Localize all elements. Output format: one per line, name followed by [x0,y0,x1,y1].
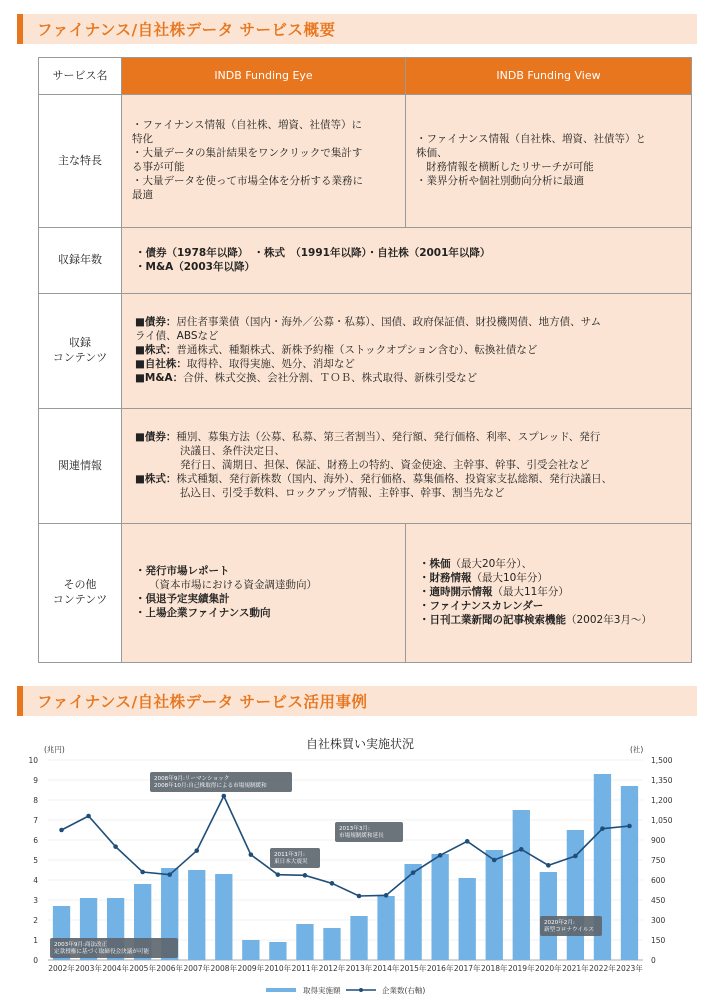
table-header-row [39,58,692,95]
line-point [59,828,64,833]
stock-text: 株式種類、発行新株数（国内、海外）、発行価格、募集価格、投資家支払総額、発行決議日、 [176,472,613,485]
line-point [357,894,362,899]
annotation-box [50,938,178,958]
row-label-line: 収録 [69,336,91,350]
list-item: ・上場企業ファイナンス動向 [135,606,271,619]
table-row-years [39,228,692,294]
table-row-contents [39,294,692,409]
item-key: ・財務情報 [419,572,472,585]
line-point [276,872,281,877]
x-tick-label: 2020年 [535,964,562,973]
other-view-cell [406,524,692,663]
list-item: （資本市場における資金調達動向） [149,579,317,592]
annotation-box [150,772,292,792]
x-tick-label: 2011年 [291,964,319,973]
legend-bar-swatch [266,988,296,992]
related-bond-cont: 決議日、条件決定日、 [180,445,285,458]
annotation-box [335,822,403,842]
x-tick-label: 2006年 [156,964,184,973]
item-val: （2002年3月～） [566,613,652,626]
x-tick-label: 2003年 [75,964,102,973]
bar [323,928,340,960]
col-header-funding-view: INDB Funding View [406,58,692,95]
row-label-related: 関連情報 [39,409,122,524]
line-point [492,858,497,863]
related-cell [122,409,692,524]
line-point [546,863,551,868]
x-tick-label: 2016年 [426,964,454,973]
line-point [86,814,91,819]
related-bond [135,431,681,445]
bar [486,850,503,960]
x-tick-label: 2019年 [507,964,535,973]
list-item: 特化 [132,133,153,146]
ma-text: 合併、株式交換、会社分割、ＴＯＢ、株式取得、新株引受など [183,371,478,384]
line-point [600,826,605,831]
y-left-unit: (兆円) [44,745,65,754]
features-eye-cell [122,95,406,228]
line-point [194,848,199,853]
annotation-text: 2020年2月: [544,920,575,926]
y-left-tick: 0 [33,956,38,965]
section-header-use-cases [17,686,697,716]
line-point [465,839,470,844]
y-right-tick: 0 [651,956,656,965]
related-stock [135,473,681,487]
item-key: ・株価 [419,558,451,571]
list-item: ・ファイナンスカレンダー [419,599,544,612]
bond-key: ■債券： [135,431,177,444]
y-right-tick: 150 [651,936,666,945]
x-tick-label: 2004年 [102,964,129,973]
treasury-key: ■自社株： [135,357,187,370]
x-tick-label: 2017年 [453,964,481,973]
x-tick-label: 2008年 [210,964,238,973]
row-label-line: コンテンツ [52,593,108,606]
line-point [519,847,524,852]
x-tick-label: 2013年 [345,964,373,973]
annotation-text: 2011年3月: [274,852,305,858]
x-tick-label: 2018年 [480,964,508,973]
y-left-tick: 7 [33,816,38,825]
y-right-tick: 1,350 [651,776,673,785]
y-left-tick: 4 [33,876,38,885]
other-eye-cell [122,524,406,663]
line-point [330,881,335,886]
bond-key: ■債券： [135,316,177,329]
y-right-tick: 1,500 [651,756,673,765]
legend-line-label: 企業数(右軸) [382,986,426,995]
list-item: ・倶退予定実績集計 [135,593,230,605]
buyback-chart [20,730,700,998]
x-tick-label: 2005年 [129,964,156,973]
item-val: （最大20年分）、 [450,558,533,571]
related-bond-cont: 発行日、満期日、担保、保証、財務上の特約、資金使途、主幹事、幹事、引受会社など [180,459,590,472]
y-left-tick: 3 [33,896,38,905]
line-point [249,852,254,857]
bar [188,870,205,960]
annotation-text: 2008年9月:リーマンショック [154,776,230,782]
y-right-tick: 300 [651,916,666,925]
x-tick-label: 2023年 [616,964,643,973]
y-right-tick: 900 [651,836,666,845]
ma-key: ■M&A： [135,371,184,384]
x-tick-label: 2002年 [48,964,75,973]
features-view-cell [406,95,692,228]
treasury-text: 取得枠、取得実施、処分、消却など [186,357,355,370]
years-cell [122,228,692,294]
x-tick-label: 2007年 [183,964,211,973]
bar [350,916,367,960]
item-val: （最大11年分） [492,586,569,599]
list-item: ・ファイナンス情報（自社株、増資、社債等）に [132,119,362,132]
line-point [573,854,578,859]
legend-bar-label: 取得実施額 [303,986,341,995]
y-right-tick: 750 [651,856,666,865]
annotation-text: 市場規制緩和延長 [339,833,384,839]
bar [459,878,476,960]
section-header-overview [17,14,697,44]
contents-bond [135,316,681,330]
list-item: ・大量データを使って市場全体を分析する業務に [132,174,363,187]
list-item [419,572,681,586]
x-tick-label: 2015年 [399,964,427,973]
x-tick-label: 2021年 [562,964,589,973]
contents-treasury [135,358,681,372]
y-left-tick: 10 [28,756,38,765]
y-left-tick: 5 [33,856,38,865]
bar [377,896,394,960]
x-tick-label: 2010年 [264,964,292,973]
service-overview-table [38,57,692,663]
row-label-features: 主な特長 [39,95,122,228]
bar [621,786,638,960]
row-label-contents [39,294,122,409]
y-right-tick: 600 [651,876,666,885]
item-val: （最大10年分） [471,572,548,585]
list-item: ・業界分析や個社別動向分析に最適 [416,174,584,187]
section-title: ファイナンス/自社株データ サービス概要 [37,21,336,39]
bar [513,810,530,960]
line-point [113,844,118,849]
line-point [221,794,226,799]
col-header-funding-eye: INDB Funding Eye [122,58,406,95]
line-point [140,870,145,875]
annotation-text: 定款授権に基づく取締役会決議が可能 [54,949,150,955]
table-row-other [39,524,692,663]
legend-line-marker [359,988,363,992]
years-line-1: ・債券（1978年以降） ・株式 （1991年以降）・自社株（2001年以降） [135,246,491,259]
bar [242,940,259,960]
y-left-tick: 2 [33,916,38,925]
y-left-tick: 1 [33,936,38,945]
x-tick-label: 2022年 [589,964,616,973]
contents-cell [122,294,692,409]
bond-text: 種別、募集方法（公募、私募、第三者割当）、発行額、発行価格、利率、スプレッド、発行 [176,431,601,444]
line-point [627,824,632,829]
y-left-tick: 9 [33,776,38,785]
y-right-tick: 1,200 [651,796,673,805]
annotation-box [540,916,602,936]
annotation-text: 新型コロナウイルス [544,927,595,933]
col-header-service-name: サービス名 [39,58,122,95]
list-item [419,586,681,600]
y-right-unit: (社) [630,745,644,754]
line-point [411,870,416,875]
list-item: 財務情報を横断したリサーチが可能 [426,161,594,173]
stock-key: ■株式： [135,472,177,485]
row-label-line: コンテンツ [52,351,108,364]
y-right-tick: 1,050 [651,816,673,825]
list-item: ・発行市場レポート [135,565,230,578]
bar [296,924,313,960]
line-point [438,853,443,858]
x-tick-label: 2009年 [237,964,265,973]
annotation-text: 2008年10月:自己株取得による市場規制緩和 [154,783,267,789]
bar [215,874,232,960]
years-line-2: ・M&A（2003年以降） [135,260,255,273]
item-key: ・日刊工業新聞の記事検索機能 [419,613,566,626]
table-row-features [39,95,692,228]
row-label-line: その他 [63,578,97,592]
list-item: 株価、 [416,147,448,160]
section-title: ファイナンス/自社株データ サービス活用事例 [37,693,368,711]
bond-text: 居住者事業債（国内・海外／公募・私募）、国債、政府保証債、財投機関債、地方債、サム [176,316,602,329]
y-right-tick: 450 [651,896,666,905]
contents-stock [135,344,681,358]
list-item: 最適 [132,188,153,201]
annotation-text: 東日本大震災 [274,859,308,865]
list-item: る事が可能 [132,161,185,173]
contents-ma [135,372,681,386]
contents-bond-cont: ライ債、ABSなど [135,330,219,343]
annotation-text: 2003年9月:商法改正 [54,942,108,948]
row-label-years: 収録年数 [39,228,122,294]
annotation-box [270,848,320,868]
list-item: ・ファイナンス情報（自社株、増資、社債等）と [416,133,646,146]
y-left-tick: 8 [33,796,38,805]
annotation-text: 2013年3月: [339,826,370,832]
list-item: ・大量データの集計結果をワンクリックで集計す [132,147,363,160]
item-key: ・適時開示情報 [419,586,493,599]
line-point [303,873,308,878]
stock-key: ■株式： [135,344,177,357]
line-point [384,893,389,898]
chart-title: 自社株買い実施状況 [305,737,415,751]
table-row-related [39,409,692,524]
list-item [419,558,681,572]
line-point [167,872,172,877]
y-left-tick: 6 [33,836,38,845]
stock-text: 普通株式、種類株式、新株予約権（ストックオプション含む）、転換社債など [176,344,538,357]
x-tick-label: 2012年 [318,964,346,973]
row-label-other [39,524,122,663]
bar [269,942,286,960]
x-tick-label: 2014年 [372,964,400,973]
related-stock-cont: 払込日、引受手数料、ロックアップ情報、主幹事、幹事、割当先など [180,486,505,499]
bar [432,854,449,960]
list-item [419,614,681,628]
